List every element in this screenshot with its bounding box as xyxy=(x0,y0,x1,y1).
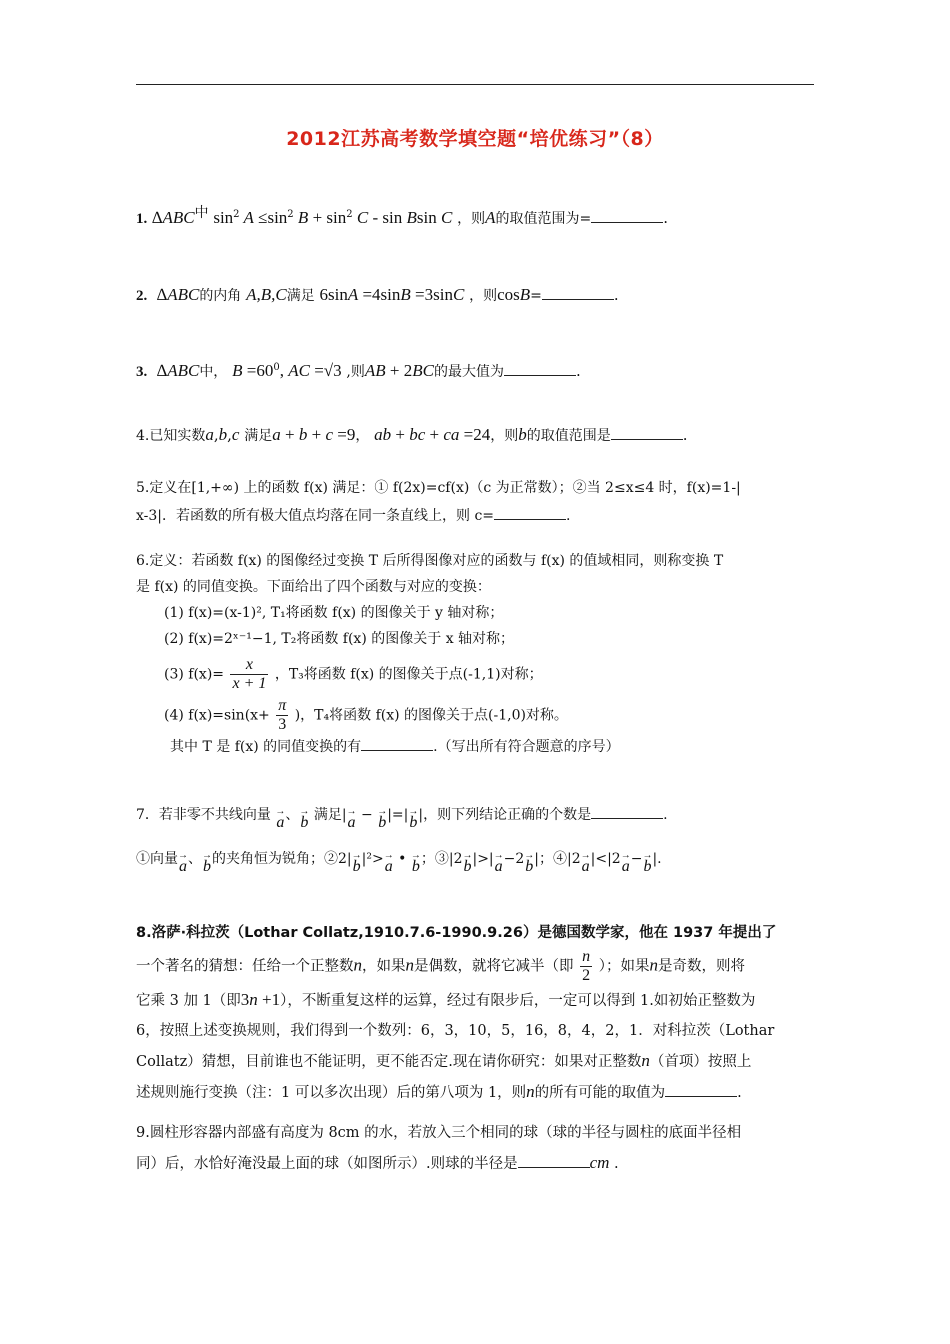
question-8: 8.洛萨·科拉茨（Lothar Collatz,1910.7.6-1990.9.26）是德国数学家，他在 1937 年提出了 一个著名的猜想：任给一个正整数n，如果n是偶数，就将它减半（即 $\frac{n}{2}$ ）；如果n是奇数，则将 它乘 3 加 1（即3n +1），不断重复这样的运算，经过有限步后，一定可以得到 1.如初始正整数为 6，按照上述变换规则，我们得到一个数列：6，3，10，5，16，8，4，2，1．对科拉茨（Lothar Collatz）猜想，目前谁也不能证明，更不能否定.现在请你研究：如果对正整数n（首项）按照上 述规则施行变换（注：1 可以多次出现）后的第八项为 1，则n的所有可能的取值为 . xyxy=(136,925,777,1101)
fraction-n-over-2: $\frac{n}{2}$ xyxy=(582,948,591,984)
fraction-x-over-x-plus-1: $\frac{x}{x + 1}$ xyxy=(232,656,267,692)
question-5: 5.定义在[1,+∞) 上的函数 f(x) 满足：① f(2x)=cf(x)（c 为正常数）；②当 2≤x≤4 时，f(x)=1-| x-3|．若函数的所有极大值点均落在同一条直线上，则 c= . xyxy=(136,480,741,524)
question-2: 2. ∆ABC的内角 A,B,C满足 6sinA =4sinB =3sinC ，则cosB= . xyxy=(136,285,619,304)
answer-blank-9[interactable] xyxy=(518,1151,590,1168)
answer-blank-1[interactable] xyxy=(591,206,663,223)
question-4: 4.已知实数a,b,c 满足a + b + c =9， ab + bc + ca =24，则b的取值范围是 . xyxy=(136,425,688,444)
question-9: 9.圆柱形容器内部盛有高度为 8cm 的水，若放入三个相同的球（球的半径与圆柱的底面半径相 同）后，水恰好淹没最上面的球（如图所示）.则球的半径是 cm . xyxy=(136,1125,742,1172)
question-1: 1. $\Delta ABC^中$ $\sin^2 A \le\sin^2$ $B + \sin^2 C - \sin Bsin$ C ，则A的取值范围为= . xyxy=(136,205,668,227)
answer-blank-2[interactable] xyxy=(542,283,614,300)
fraction-pi-over-3: $\frac{\pi}{3}$ xyxy=(278,697,287,733)
page-title: 2012江苏高考数学填空题“培优练习”（8） xyxy=(286,128,664,150)
answer-blank-4[interactable] xyxy=(611,423,683,440)
answer-blank-5[interactable] xyxy=(494,503,566,520)
top-rule xyxy=(136,84,814,85)
question-6: 6.定义：若函数 f(x) 的图像经过变换 T 后所得图像对应的函数与 f(x) 的值域相同，则称变换 T 是 f(x) 的同值变换。下面给出了四个函数与对应的变换： (1) f(x)=(x-1)², T₁将函数 f(x) 的图像关于 y 轴对称； (2) f(x)=2ˣ⁻¹−1, T₂将函数 f(x) 的图像关于 x 轴对称； (3) f(x)= $\frac{x}{x + 1}$ ，T₃将函数 f(x) 的图像关于点(-1,1)对称； (4) f(x)=sin(x+ $\frac{\pi}{3}$ )，T₄将函数 f(x) 的图像关于点(-1,0)对称。 其中 T 是 f(x) 的同值变换的有 .（写出所有符合题意的序号） xyxy=(136,553,724,755)
question-7: 7．若非零不共线向量 → a、 → b 满足| → a − → b|=| → b|，则下列结论正确的个数是 . ①向量 → a、 → b的夹角恒为锐角；②2| → b|²> → a • → b；③|2 → b|>| → a−2 → b|；④|2 → a|<|2 → a− → b|. xyxy=(136,800,816,874)
answer-blank-7[interactable] xyxy=(591,802,663,819)
question-3: 3. ∆ABC中， $B =60^0$, AC =√3 ,则AB + 2BC的最大值为 . xyxy=(136,361,581,380)
answer-blank-8[interactable] xyxy=(665,1080,737,1097)
answer-blank-6[interactable] xyxy=(361,734,433,751)
answer-blank-3[interactable] xyxy=(504,359,576,376)
